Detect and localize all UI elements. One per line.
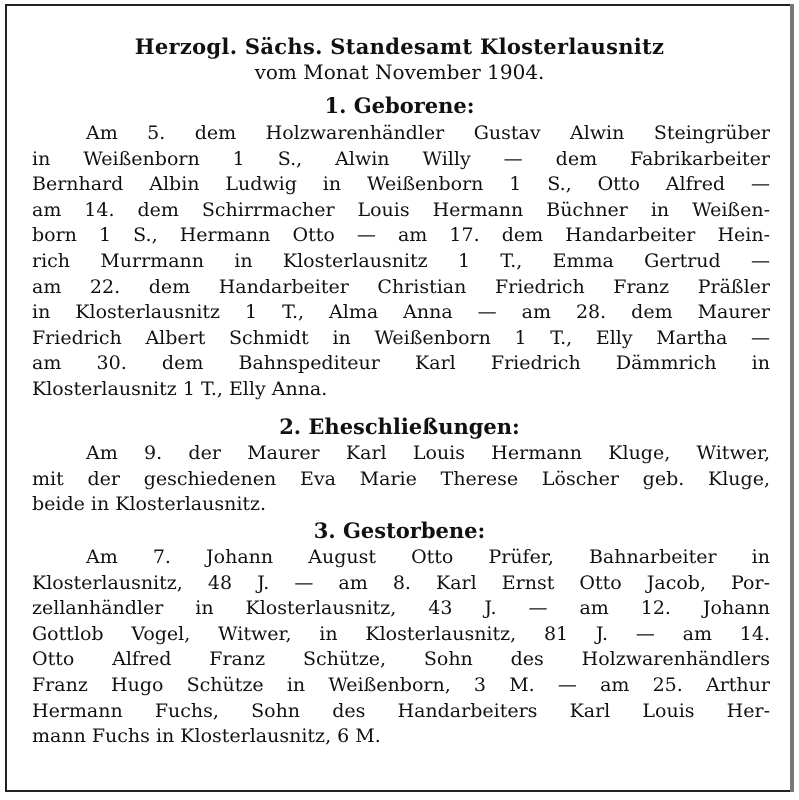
text-line: in Klosterlausnitz 1 T., Alma Anna — am 28. dem Maurer bbox=[32, 301, 770, 324]
text-line: Bernhard Albin Ludwig in Weißenborn 1 S., Otto Alfred — bbox=[32, 173, 770, 196]
births-paragraph bbox=[32, 121, 770, 403]
text-line: Am 9. der Maurer Karl Louis Hermann Kluge, Witwer, bbox=[86, 442, 770, 464]
text-line: am 14. dem Schirrmacher Louis Hermann Büchner in Weißen- bbox=[32, 198, 770, 221]
text-line: mann Fuchs in Klosterlausnitz, 6 M. bbox=[32, 725, 381, 748]
text-line: mit der geschiedenen Eva Marie Therese Löscher geb. Kluge, bbox=[32, 467, 770, 490]
text-line: Hermann Fuchs, Sohn des Handarbeiters Karl Louis Her- bbox=[32, 699, 770, 722]
text-line: born 1 S., Hermann Otto — am 17. dem Handarbeiter Hein- bbox=[32, 224, 770, 247]
text-line: beide in Klosterlausnitz. bbox=[32, 493, 267, 516]
marriages-paragraph bbox=[32, 441, 770, 518]
document-title: Herzogl. Sächs. Standesamt Klosterlausnitz bbox=[134, 34, 665, 59]
text-line: Friedrich Albert Schmidt in Weißenborn 1 T., Elly Martha — bbox=[32, 326, 770, 349]
text-line: am 22. dem Handarbeiter Christian Friedrich Franz Präßler bbox=[32, 275, 770, 298]
document-subtitle: vom Monat November 1904. bbox=[254, 60, 545, 84]
text-line: rich Murrmann in Klosterlausnitz 1 T., Emma Gertrud — bbox=[32, 249, 770, 272]
section-heading-births: 1. Geborene: bbox=[324, 93, 475, 118]
document-header bbox=[0, 34, 799, 85]
deaths-paragraph bbox=[32, 545, 770, 750]
text-line: Klosterlausnitz, 48 J. — am 8. Karl Ernst Otto Jacob, Por- bbox=[32, 571, 770, 594]
text-line: Otto Alfred Franz Schütze, Sohn des Holzwarenhändlers bbox=[32, 648, 770, 671]
text-line: Gottlob Vogel, Witwer, in Klosterlausnitz, 81 J. — am 14. bbox=[32, 622, 770, 645]
text-line: Am 7. Johann August Otto Prüfer, Bahnarbeiter in bbox=[86, 546, 770, 568]
clipping-edge-shadow bbox=[790, 4, 794, 792]
text-line: in Weißenborn 1 S., Alwin Willy — dem Fabrikarbeiter bbox=[32, 147, 770, 170]
section-heading-deaths: 3. Gestorbene: bbox=[313, 518, 486, 543]
text-line: zellanhändler in Klosterlausnitz, 43 J. — am 12. Johann bbox=[32, 597, 770, 620]
text-line: Am 5. dem Holzwarenhändler Gustav Alwin Steingrüber bbox=[86, 122, 770, 144]
text-line: am 30. dem Bahnspediteur Karl Friedrich Dämmrich in bbox=[32, 352, 770, 375]
text-line: Klosterlausnitz 1 T., Elly Anna. bbox=[32, 377, 328, 400]
section-heading-marriages: 2. Eheschließungen: bbox=[279, 414, 520, 439]
text-line: Franz Hugo Schütze in Weißenborn, 3 M. — am 25. Arthur bbox=[32, 673, 770, 696]
